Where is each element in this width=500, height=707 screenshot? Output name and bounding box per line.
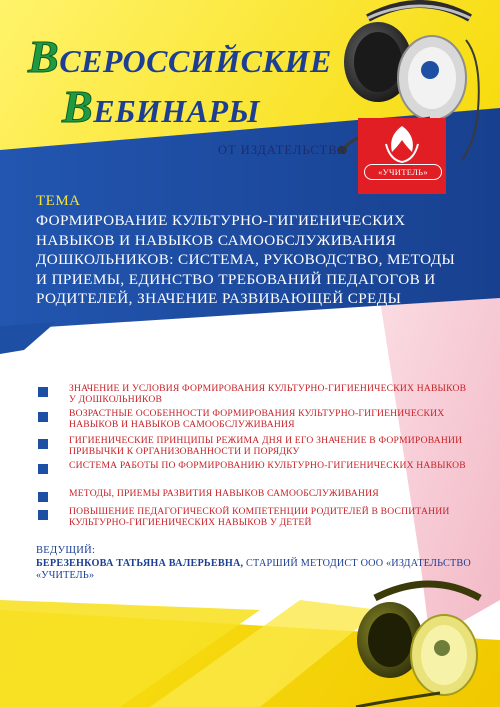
host-label: ВЕДУЩИЙ: [36, 545, 96, 556]
host-role: СТАРШИЙ МЕТОДИСТ ООО «ИЗДАТЕЛЬСТВО «УЧИТЕЛЬ» [36, 558, 471, 581]
agenda-item-text: МЕТОДЫ, ПРИЕМЫ РАЗВИТИЯ НАВЫКОВ САМООБСЛУЖИВАНИЯ [69, 488, 379, 499]
agenda-item-text: ЗНАЧЕНИЕ И УСЛОВИЯ ФОРМИРОВАНИЯ КУЛЬТУРНО-ГИГИЕНИЧЕСКИХ НАВЫКОВ У ДОШКОЛЬНИКОВ [69, 383, 467, 405]
publisher-logo [358, 118, 446, 194]
title-initial-2: В [62, 81, 94, 132]
title-rest-2: ЕБИНАРЫ [93, 93, 261, 129]
square-bullet-icon [38, 492, 48, 502]
agenda-item [38, 384, 468, 407]
agenda-item [38, 436, 468, 459]
square-bullet-icon [38, 439, 48, 449]
host-name: БЕРЕЗЕНКОВА ТАТЬЯНА ВАЛЕРЬЕВНА, [36, 558, 244, 569]
agenda-list [38, 384, 468, 530]
agenda-item-text: ПОВЫШЕНИЕ ПЕДАГОГИЧЕСКОЙ КОМПЕТЕНЦИИ РОДИТЕЛЕЙ В ВОСПИТАНИИ КУЛЬТУРНО-ГИГИЕНИЧЕСКИХ НАВЫКОВ У ДЕТЕЙ [69, 506, 450, 528]
square-bullet-icon [38, 464, 48, 474]
agenda-item [38, 507, 468, 530]
agenda-item-text: ВОЗРАСТНЫЕ ОСОБЕННОСТИ ФОРМИРОВАНИЯ КУЛЬТУРНО-ГИГИЕНИЧЕСКИХ НАВЫКОВ И НАВЫКОВ САМООБСЛУЖИВАНИЯ [69, 408, 445, 430]
agenda-item [38, 409, 468, 432]
square-bullet-icon [38, 510, 48, 520]
topic-title: ФОРМИРОВАНИЕ КУЛЬТУРНО-ГИГИЕНИЧЕСКИХ НАВЫКОВ И НАВЫКОВ САМООБСЛУЖИВАНИЯ ДОШКОЛЬНИКОВ: СИСТЕМА, РУКОВОДСТВО, МЕТОДЫ И ПРИЕМЫ, ЕДИНСТВО ТРЕБОВАНИЙ ПЕДАГОГОВ И РОДИТЕЛЕЙ, ЗНАЧЕНИЕ РАЗВИВАЮЩЕЙ СРЕДЫ [36, 212, 456, 307]
agenda-item [38, 461, 468, 484]
agenda-item-text: СИСТЕМА РАБОТЫ ПО ФОРМИРОВАНИЮ КУЛЬТУРНО-ГИГИЕНИЧЕСКИХ НАВЫКОВ [69, 460, 466, 471]
square-bullet-icon [38, 387, 48, 397]
title-line-2 [62, 80, 260, 133]
publisher-label: ОТ ИЗДАТЕЛЬСТВА [218, 143, 347, 157]
agenda-item-text: ГИГИЕНИЧЕСКИЕ ПРИНЦИПЫ РЕЖИМА ДНЯ И ЕГО ЗНАЧЕНИЕ В ФОРМИРОВАНИИ ПРИВЫЧКИ К ОРГАНИЗОВАННОСТИ И ПОРЯДКУ [69, 435, 463, 457]
logo-caption: «УЧИТЕЛЬ» [364, 164, 442, 180]
title-initial-1: В [28, 31, 60, 82]
title-rest-1: СЕРОССИЙСКИЕ [59, 43, 332, 79]
host-info [36, 558, 476, 582]
title-line-1 [28, 30, 332, 83]
square-bullet-icon [38, 412, 48, 422]
agenda-item [38, 489, 468, 502]
topic-label: ТЕМА [36, 193, 81, 209]
